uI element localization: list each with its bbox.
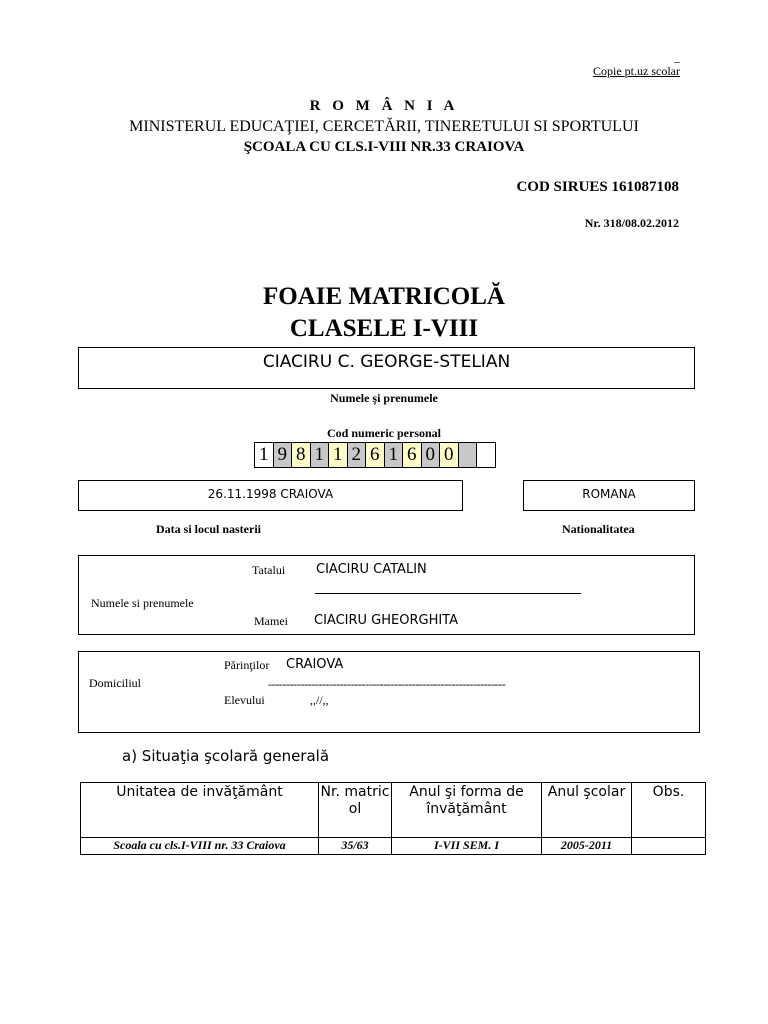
cnp-digit-cell: 8 xyxy=(291,442,311,468)
parents-domicile-label: Părinţilor xyxy=(224,658,270,672)
school-history-table xyxy=(80,782,706,855)
ministry-heading: MINISTERUL EDUCAŢIEI, CERCETĂRII, TINERETULUI SI SPORTULUI xyxy=(129,118,639,135)
cnp-digit-cell: 1 xyxy=(384,442,404,468)
section-heading: a) Situaţia şcolară generală xyxy=(122,747,330,765)
registration-number: Nr. 318/08.02.2012 xyxy=(584,216,679,230)
father-name: CIACIRU CATALIN xyxy=(316,562,427,577)
cnp-digit-cell: 9 xyxy=(273,442,293,468)
father-label: Tatalui xyxy=(252,563,286,577)
cnp-digit-cell: 0 xyxy=(439,442,459,468)
cnp-digit-cell xyxy=(476,442,496,468)
student-domicile-label: Elevului xyxy=(224,693,265,707)
cnp-digit-cell: 2 xyxy=(347,442,367,468)
header-unit: Unitatea de invăţământ xyxy=(81,783,319,838)
copy-note-dash: _ xyxy=(674,50,680,64)
student-name-caption: Numele şi prenumele xyxy=(330,391,438,405)
sirues-code: COD SIRUES 161087108 xyxy=(516,179,679,195)
cnp-caption: Cod numeric personal xyxy=(327,426,441,440)
mother-name: CIACIRU GHEORGHITA xyxy=(314,613,459,628)
cell-school-year: 2005-2011 xyxy=(542,838,632,855)
cnp-digit-cell: 6 xyxy=(365,442,385,468)
document-title: FOAIE MATRICOLĂ xyxy=(263,283,505,310)
header-reg-number: Nr. matric ol xyxy=(319,783,392,838)
table-header-row xyxy=(81,783,706,838)
cnp-digit-cell: 1 xyxy=(254,442,274,468)
cell-obs xyxy=(632,838,706,855)
nationality-value: ROMANA xyxy=(582,487,636,501)
cell-year-form: I-VII SEM. I xyxy=(392,838,542,855)
header-year-form: Anul şi forma de învăţământ xyxy=(392,783,542,838)
header-obs: Obs. xyxy=(632,783,706,838)
mother-label: Mamei xyxy=(254,614,288,628)
domicile-box xyxy=(78,651,700,733)
cnp-digit-cell: 1 xyxy=(328,442,348,468)
copy-note: Copie pt.uz scolar xyxy=(593,64,680,78)
cnp-digit-cell: 1 xyxy=(310,442,330,468)
cell-unit: Scoala cu cls.I-VIII nr. 33 Craiova xyxy=(81,838,319,855)
parents-caption: Numele si prenumele xyxy=(91,596,194,610)
birth-caption: Data si locul nasterii xyxy=(156,522,261,536)
student-name: CIACIRU C. GEORGE-STELIAN xyxy=(262,352,511,372)
domicile-caption: Domiciliul xyxy=(89,676,141,690)
student-domicile-value: ,,//,, xyxy=(310,693,329,707)
header-school-year: Anul şcolar xyxy=(542,783,632,838)
domicile-separator: ------------------------------------------------------------------ xyxy=(268,677,506,691)
cnp-digit-cell: 6 xyxy=(402,442,422,468)
cnp-digit-cell: 0 xyxy=(421,442,441,468)
cnp-field xyxy=(254,442,495,468)
nationality-caption: Nationalitatea xyxy=(562,522,635,536)
father-underline xyxy=(315,593,581,594)
cell-reg-number: 35/63 xyxy=(319,838,392,855)
country-heading: R O M Â N I A xyxy=(309,98,459,114)
parents-domicile-value: CRAIOVA xyxy=(286,657,344,672)
school-heading: ŞCOALA CU CLS.I-VIII NR.33 CRAIOVA xyxy=(243,139,525,155)
table-row xyxy=(81,838,706,855)
document-subtitle: CLASELE I-VIII xyxy=(289,315,479,342)
birth-date-place: 26.11.1998 CRAIOVA xyxy=(207,487,334,501)
cnp-digit-cell xyxy=(458,442,478,468)
